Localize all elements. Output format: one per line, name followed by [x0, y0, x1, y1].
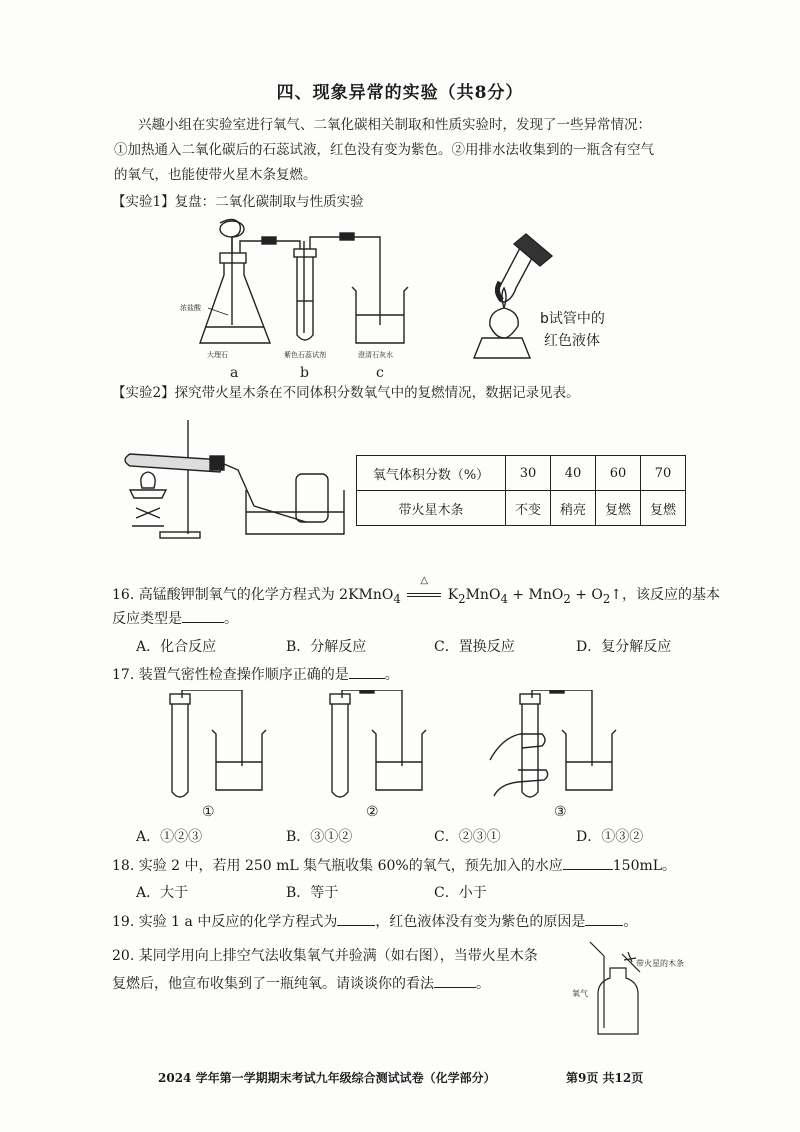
- q16-text-end: ↑，该反应的基本: [610, 587, 721, 603]
- q19-stem: [112, 911, 637, 931]
- red-liquid-label-2: 红色液体: [544, 333, 600, 349]
- q16-reaction-arrow: [405, 575, 443, 603]
- q17-period: 。: [384, 667, 399, 683]
- label-c: c: [376, 365, 384, 381]
- q18-text-end: 150mL。: [612, 858, 677, 874]
- q16-number: 16.: [112, 587, 135, 603]
- q16-product-mno2: + MnO: [507, 587, 564, 603]
- q17-option-c[interactable]: C．②③①: [434, 829, 501, 845]
- q16-subscript: 2: [458, 591, 466, 606]
- q20-gas-bottle-figure: [570, 938, 690, 1040]
- q16-subscript: 4: [500, 591, 508, 606]
- intro-line-3: 的氧气，也能使带火星木条复燃。: [114, 167, 317, 183]
- q16-product-mn: MnO: [465, 587, 501, 603]
- q17-fig-label-1: ①: [202, 804, 215, 820]
- q16-option-a[interactable]: A．化合反应: [136, 639, 217, 655]
- table-cell: 不变: [506, 491, 551, 526]
- table-cell: 复燃: [641, 491, 686, 526]
- q20-line-1: [112, 945, 538, 965]
- q18-option-a[interactable]: A．大于: [136, 885, 189, 901]
- q19-period: 。: [623, 914, 638, 930]
- q20-period: 。: [476, 976, 490, 992]
- q16-option-b[interactable]: B．分解反应: [286, 639, 367, 655]
- q16-option-d[interactable]: D．复分解反应: [576, 639, 672, 655]
- exp2-apparatus-figure: [120, 410, 350, 545]
- q16-subscript: 2: [563, 591, 571, 606]
- q19-text-a: 实验 1 a 中反应的化学方程式为: [138, 914, 338, 930]
- table-cell: 稍亮: [551, 491, 596, 526]
- q19-number: 19.: [112, 914, 135, 930]
- q17-option-a[interactable]: A．①②③: [136, 829, 203, 845]
- exp2-heading: 【实验2】探究带火星木条在不同体积分数氧气中的复燃情况，数据记录见表。: [112, 385, 580, 401]
- label-litmus: 紫色石蕊试剂: [284, 351, 326, 359]
- q16-subscript: 2: [602, 591, 611, 606]
- table-cell: 70: [641, 456, 686, 491]
- q17-number: 17.: [112, 667, 135, 683]
- q17-figures: [150, 690, 620, 820]
- table-cell: 60: [596, 456, 641, 491]
- q20-text-2: 复燃后，他宣布收集到了一瓶纯氧。请谈谈你的看法: [112, 976, 434, 992]
- label-marble: 大理石: [207, 351, 228, 359]
- q17-text: 装置气密性检查操作顺序正确的是: [138, 667, 349, 683]
- q20-label-splint: 带火星的木条: [636, 959, 684, 968]
- red-liquid-label-1: b试管中的: [540, 311, 605, 327]
- q17-fig-label-2: ②: [366, 804, 379, 820]
- q17-option-b[interactable]: B．③①②: [286, 829, 353, 845]
- q17-fig-label-3: ③: [554, 804, 567, 820]
- q18-answer-blank[interactable]: [563, 869, 613, 870]
- q17-stem: [112, 664, 399, 684]
- exp1-apparatus-figure: [180, 215, 420, 385]
- table-row: [357, 491, 686, 526]
- q20-line-2: [112, 973, 490, 993]
- label-b: b: [300, 365, 309, 381]
- q18-text: 实验 2 中，若用 250 mL 集气瓶收集 60%的氧气，预先加入的水应: [138, 858, 563, 874]
- footer-title: 2024 学年第一学期期末考试九年级综合测试试卷（化学部分）: [158, 1071, 496, 1085]
- q16-line-1: [112, 575, 721, 606]
- q16-condition: △: [420, 575, 429, 586]
- q16-text: 高锰酸钾制氧气的化学方程式为 2KMnO: [138, 587, 394, 603]
- label-a: a: [230, 365, 239, 381]
- q17-answer-blank[interactable]: [349, 678, 385, 679]
- q20-number: 20.: [112, 948, 135, 964]
- table-header-oxygen: 氧气体积分数（%）: [357, 456, 506, 491]
- table-row: [357, 456, 686, 491]
- section-title: 四、现象异常的实验（共8分）: [276, 83, 524, 103]
- q16-line-2: [112, 608, 238, 628]
- exp1-heading: 【实验1】复盘：二氧化碳制取与性质实验: [112, 194, 364, 210]
- footer-page-number: 第9页 共12页: [566, 1071, 644, 1085]
- q16-line2-text: 反应类型是: [112, 611, 182, 627]
- q20-text-1: 某同学用向上排空气法收集氧气并验满（如右图），当带火星木条: [138, 948, 538, 964]
- q18-number: 18.: [112, 858, 135, 874]
- table-header-splint: 带火星木条: [357, 491, 506, 526]
- q16-period: 。: [224, 611, 238, 627]
- label-limewater: 澄清石灰水: [358, 351, 393, 359]
- table-cell: 复燃: [596, 491, 641, 526]
- q20-answer-blank[interactable]: [434, 987, 476, 988]
- q19-answer-blank-2[interactable]: [585, 925, 623, 926]
- q16-option-c[interactable]: C．置换反应: [434, 639, 515, 655]
- oxygen-data-table: [356, 455, 686, 526]
- q17-option-d[interactable]: D．①③②: [576, 829, 644, 845]
- q18-stem: [112, 855, 676, 875]
- intro-line-1: 兴趣小组在实验室进行氧气、二氧化碳相关制取和性质实验时，发现了一些异常情况：: [138, 117, 651, 133]
- q18-option-c[interactable]: C．小于: [434, 885, 487, 901]
- q16-answer-blank[interactable]: [182, 622, 224, 623]
- table-cell: 30: [506, 456, 551, 491]
- q16-product-o2: + O: [570, 587, 603, 603]
- q19-answer-blank-1[interactable]: [337, 925, 375, 926]
- intro-line-2: ①加热通入二氧化碳后的石蕊试液，红色没有变为紫色。②用排水法收集到的一瓶含有空气: [114, 142, 654, 158]
- q16-subscript: 4: [393, 591, 401, 606]
- q16-product-k: K: [443, 587, 459, 603]
- table-cell: 40: [551, 456, 596, 491]
- q20-label-oxygen: 氧气: [572, 989, 588, 998]
- label-acid: 浓盐酸: [180, 304, 201, 312]
- q19-text-b: ，红色液体没有变为紫色的原因是: [375, 914, 586, 930]
- q18-option-b[interactable]: B．等于: [286, 885, 339, 901]
